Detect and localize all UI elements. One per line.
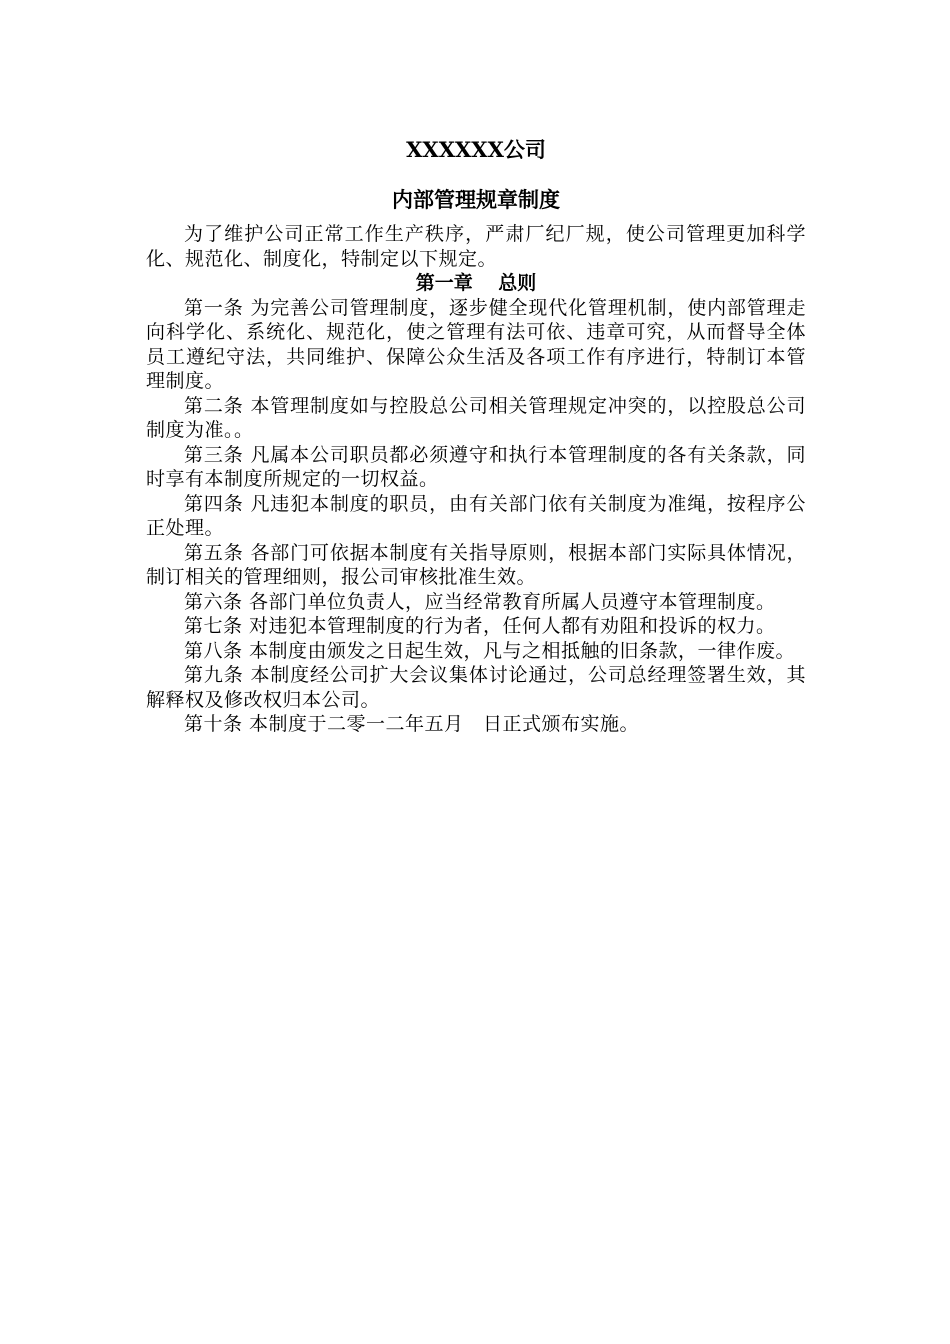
article-8: 第八条 本制度由颁发之日起生效，凡与之相抵触的旧条款，一律作废。 [184, 639, 796, 662]
article-10: 第十条 本制度于二零一二年五月 日正式颁布实施。 [184, 713, 640, 735]
company-title: XXXXXX公司 [406, 137, 546, 162]
document-page [146, 132, 806, 737]
article-7: 第七条 对违犯本管理制度的行为者，任何人都有劝阻和投诉的权力。 [184, 615, 776, 637]
intro-paragraph: 为了维护公司正常工作生产秩序，严肃厂纪厂规，使公司管理更加科学化、规范化、制度化，特制定以下规定。 [146, 223, 806, 270]
article-1: 第一条 为完善公司管理制度，逐步健全现代化管理机制，使内部管理走向科学化、系统化、规范化，使之管理有法可依、违章可究，从而督导全体员工遵纪守法，共同维护、保障公众生活及各项工作有序进行，特制订本管理制度。 [146, 296, 806, 392]
article-5: 第五条 各部门可依据本制度有关指导原则，根据本部门实际具体情况，制订相关的管理细则，报公司审核批准生效。 [146, 541, 806, 588]
article-3: 第三条 凡属本公司职员都必须遵守和执行本管理制度的各有关条款，同时享有本制度所规定的一切权益。 [146, 443, 806, 490]
article-4: 第四条 凡违犯本制度的职员，由有关部门依有关制度为准绳，按程序公正处理。 [146, 492, 806, 539]
chapter-title: 第一章 总则 [415, 272, 537, 294]
document-title: 内部管理规章制度 [392, 187, 560, 212]
article-2: 第二条 本管理制度如与控股总公司相关管理规定冲突的，以控股总公司制度为准。。 [146, 394, 806, 441]
article-6: 第六条 各部门单位负责人，应当经常教育所属人员遵守本管理制度。 [184, 590, 776, 613]
article-9: 第九条 本制度经公司扩大会议集体讨论通过，公司总经理签署生效，其解释权及修改权归本公司。 [146, 664, 806, 711]
